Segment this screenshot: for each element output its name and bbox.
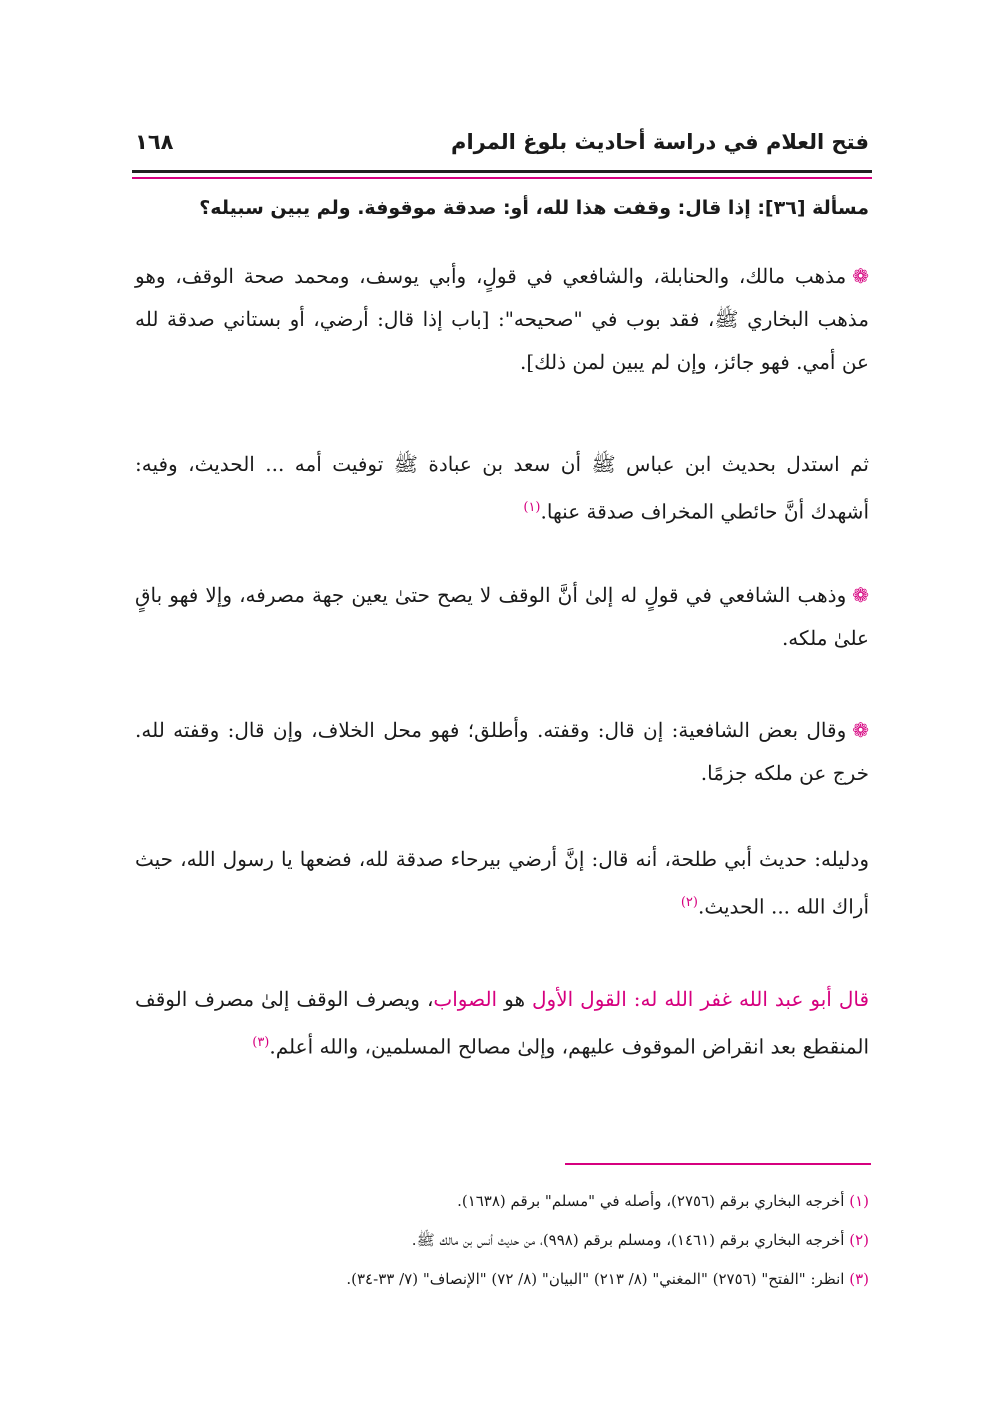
footnote-number: (٣) bbox=[849, 1270, 869, 1288]
flower-bullet-icon: ❁ bbox=[852, 718, 869, 742]
footnote-ref-3[interactable]: (٣) bbox=[252, 1035, 270, 1050]
footnote-ref-1[interactable]: (١) bbox=[523, 500, 541, 515]
first-opinion-label: القول الأول bbox=[532, 987, 627, 1011]
footnote-text: أخرجه البخاري برقم (١٤٦١)، ومسلم برقم (٩٩٨)، من حديث أنس بن مالك ﷺ. bbox=[411, 1231, 845, 1249]
paragraph-text: ، ويصرف الوقف إلىٰ مصرف الوقف المنقطع بعد انقراض الموقوف عليهم، وإلىٰ مصالح المسلمين، والله أعلم. bbox=[135, 987, 869, 1059]
footnote-number: (١) bbox=[849, 1192, 869, 1210]
paragraph-text: وقال بعض الشافعية: إن قال: وقفته. وأطلق؛ فهو محل الخلاف، وإن قال: وقفته لله. خرج عن ملكه جزمًا. bbox=[135, 718, 869, 785]
paragraph-maliki-view bbox=[135, 255, 869, 384]
running-title: فتح العلام في دراسة أحاديث بلوغ المرام bbox=[451, 130, 869, 154]
footnote-text: انظر: "الفتح" (٢٧٥٦) "المغني" (٨/ ٢١٣) "البيان" (٨/ ٧٢) "الإنصاف" (٧/ ٣٣-٣٤). bbox=[346, 1270, 845, 1288]
footnote-2 bbox=[135, 1231, 869, 1253]
footnote-3 bbox=[135, 1270, 869, 1288]
flower-bullet-icon: ❁ bbox=[852, 583, 869, 607]
footnote-1 bbox=[135, 1192, 869, 1210]
paragraph-abu-talha-evidence bbox=[135, 838, 869, 929]
paragraph-text: وذهب الشافعي في قولٍ له إلىٰ أنَّ الوقف لا يصح حتىٰ يعين جهة مصرفه، وإلا فهو باقٍ علىٰ ملكه. bbox=[135, 583, 869, 650]
correct-label: الصواب bbox=[433, 987, 498, 1011]
page-number: ١٦٨ bbox=[135, 130, 174, 154]
paragraph-author-conclusion bbox=[135, 978, 869, 1069]
paragraph-shafii-some bbox=[135, 709, 869, 795]
flower-bullet-icon: ❁ bbox=[852, 264, 869, 288]
paragraph-shafii-view bbox=[135, 574, 869, 660]
footnote-number: (٢) bbox=[849, 1231, 869, 1249]
footnote-separator bbox=[565, 1163, 871, 1165]
paragraph-text: ثم استدل بحديث ابن عباس ﷺ أن سعد بن عبادة ﷺ توفيت أمه ... الحديث، وفيه: أشهدك أنَّ حائطي المخراف صدقة عنها. bbox=[135, 452, 869, 524]
issue-heading: مسألة [٣٦]: إذا قال: وقفت هذا لله، أو: صدقة موقوفة. ولم يبين سبيله؟ bbox=[199, 197, 869, 219]
header-rule-pink bbox=[132, 177, 872, 179]
paragraph-text: هو bbox=[504, 987, 526, 1011]
paragraph-bukhari-evidence bbox=[135, 443, 869, 534]
paragraph-text: مذهب مالك، والحنابلة، والشافعي في قولٍ، وأبي يوسف، ومحمد صحة الوقف، وهو مذهب البخاري ﷺ، فقد بوب في "صحيحه": [باب إذا قال: أرضي، أو بستاني صدقة لله عن أمي. فهو جائز، وإن لم يبين لمن ذلك]. bbox=[135, 264, 869, 374]
header-rule-black bbox=[132, 170, 872, 173]
footnote-text: أخرجه البخاري برقم (٢٧٥٦)، وأصله في "مسلم" برقم (١٦٣٨). bbox=[457, 1192, 845, 1210]
footnote-ref-2[interactable]: (٢) bbox=[680, 895, 698, 910]
running-header bbox=[135, 128, 869, 168]
author-attribution: قال أبو عبد الله غفر الله له: bbox=[633, 987, 870, 1011]
paragraph-text: ودليله: حديث أبي طلحة، أنه قال: إنَّ أرضي بيرحاء صدقة لله، فضعها يا رسول الله، حيث أراك الله ... الحديث. bbox=[135, 847, 869, 919]
